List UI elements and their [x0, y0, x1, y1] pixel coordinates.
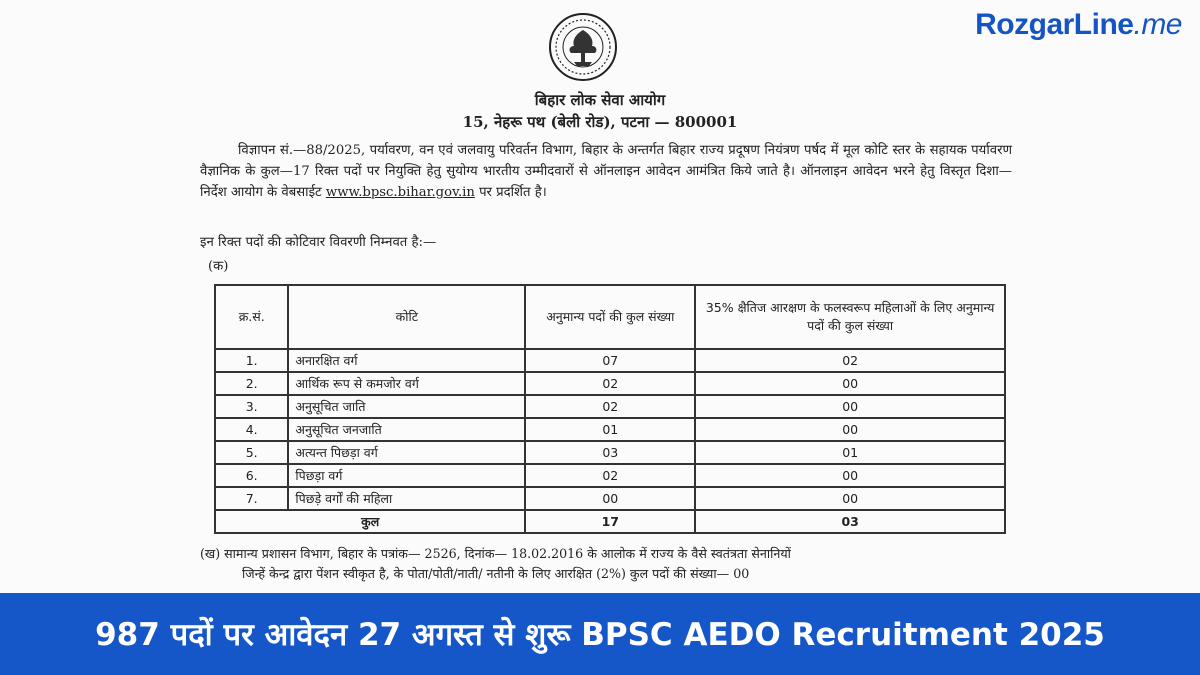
notice-paragraph: [200, 140, 1012, 203]
table-intro: इन रिक्त पदों की कोटिवार विवरणी निम्नवत है:—: [200, 235, 437, 250]
org-name: बिहार लोक सेवा आयोग: [534, 91, 666, 109]
row-serial: 7.: [215, 487, 288, 510]
row-category: अनारक्षित वर्ग: [288, 349, 525, 372]
total-label: कुल: [215, 510, 525, 533]
vacancy-table: [214, 284, 1006, 534]
row-serial: 5.: [215, 441, 288, 464]
header-women-posts: 35% क्षैतिज आरक्षण के फलस्वरूप महिलाओं के लिए अनुमान्य पदों की कुल संख्या: [695, 285, 1005, 349]
row-posts: 02: [525, 464, 695, 487]
row-serial: 6.: [215, 464, 288, 487]
row-posts: 00: [525, 487, 695, 510]
org-address: 15, नेहरू पथ (बेली रोड), पटना — 800001: [462, 113, 738, 131]
row-serial: 1.: [215, 349, 288, 372]
notice-text: विज्ञापन सं.—88/2025, पर्यावरण, वन एवं जलवायु परिवर्तन विभाग, बिहार के अन्तर्गत बिहार राज्य प्रदूषण नियंत्रण पर्षद में मूल कोटि स्तर के सहायक पर्यावरण वैज्ञानिक के कुल—17 रिक्त पदों पर नियुक्ति हेतु सुयोग्य भारतीय उम्मीदवारों से ऑनलाइन आवेदन आमंत्रित किये जाते है। ऑनलाइन आवेदन भरने हेतु विस्तृत दिशा—निर्देश आयोग के वेबसाईट: [200, 143, 1012, 200]
row-posts: 02: [525, 395, 695, 418]
brand-logo[interactable]: [975, 8, 1182, 42]
section-ka-label: (क): [208, 259, 229, 274]
row-women-posts: 01: [695, 441, 1005, 464]
row-posts: 01: [525, 418, 695, 441]
table-row: [215, 464, 1005, 487]
table-row: [215, 395, 1005, 418]
row-women-posts: 00: [695, 372, 1005, 395]
row-category: अनुसूचित जाति: [288, 395, 525, 418]
row-category: अत्यन्त पिछड़ा वर्ग: [288, 441, 525, 464]
table-row: [215, 418, 1005, 441]
row-category: अनुसूचित जनजाति: [288, 418, 525, 441]
table-total-row: [215, 510, 1005, 533]
row-women-posts: 00: [695, 487, 1005, 510]
table-header-row: [215, 285, 1005, 349]
row-category: पिछड़े वर्गों की महिला: [288, 487, 525, 510]
total-women-posts: 03: [695, 510, 1005, 533]
row-posts: 03: [525, 441, 695, 464]
row-category: आर्थिक रूप से कमजोर वर्ग: [288, 372, 525, 395]
bpsc-emblem-icon: [548, 12, 618, 82]
header-total-posts: अनुमान्य पदों की कुल संख्या: [525, 285, 695, 349]
row-category: पिछड़ा वर्ग: [288, 464, 525, 487]
footnote-line-1: (ख) सामान्य प्रशासन विभाग, बिहार के पत्रांक— 2526, दिनांक— 18.02.2016 के आलोक में राज्य के वैसे स्वतंत्रता सेनानियों: [200, 546, 791, 561]
row-women-posts: 02: [695, 349, 1005, 372]
footnote-line-2: जिन्हें केन्द्र द्वारा पेंशन स्वीकृत है, के पोता/पोती/नाती/ नतीनी के लिए आरक्षित (2%) कुल पदों की संख्या— 00: [242, 566, 750, 581]
brand-tld: .me: [1133, 8, 1182, 41]
header-serial: क्र.सं.: [215, 285, 288, 349]
footnote-kha: [200, 544, 1000, 584]
row-posts: 02: [525, 372, 695, 395]
notice-text-end: पर प्रदर्शित है।: [479, 185, 547, 200]
row-serial: 2.: [215, 372, 288, 395]
row-women-posts: 00: [695, 464, 1005, 487]
row-women-posts: 00: [695, 395, 1005, 418]
header-category: कोटि: [288, 285, 525, 349]
table-row: [215, 487, 1005, 510]
brand-name: RozgarLine: [975, 8, 1134, 41]
row-serial: 4.: [215, 418, 288, 441]
headline-banner: [0, 593, 1200, 675]
table-row: [215, 372, 1005, 395]
website-link[interactable]: www.bpsc.bihar.gov.in: [325, 185, 475, 200]
table-row: [215, 349, 1005, 372]
headline-text: 987 पदों पर आवेदन 27 अगस्त से शुरू BPSC AEDO Recruitment 2025: [95, 617, 1105, 653]
row-posts: 07: [525, 349, 695, 372]
row-serial: 3.: [215, 395, 288, 418]
total-posts: 17: [525, 510, 695, 533]
table-row: [215, 441, 1005, 464]
row-women-posts: 00: [695, 418, 1005, 441]
